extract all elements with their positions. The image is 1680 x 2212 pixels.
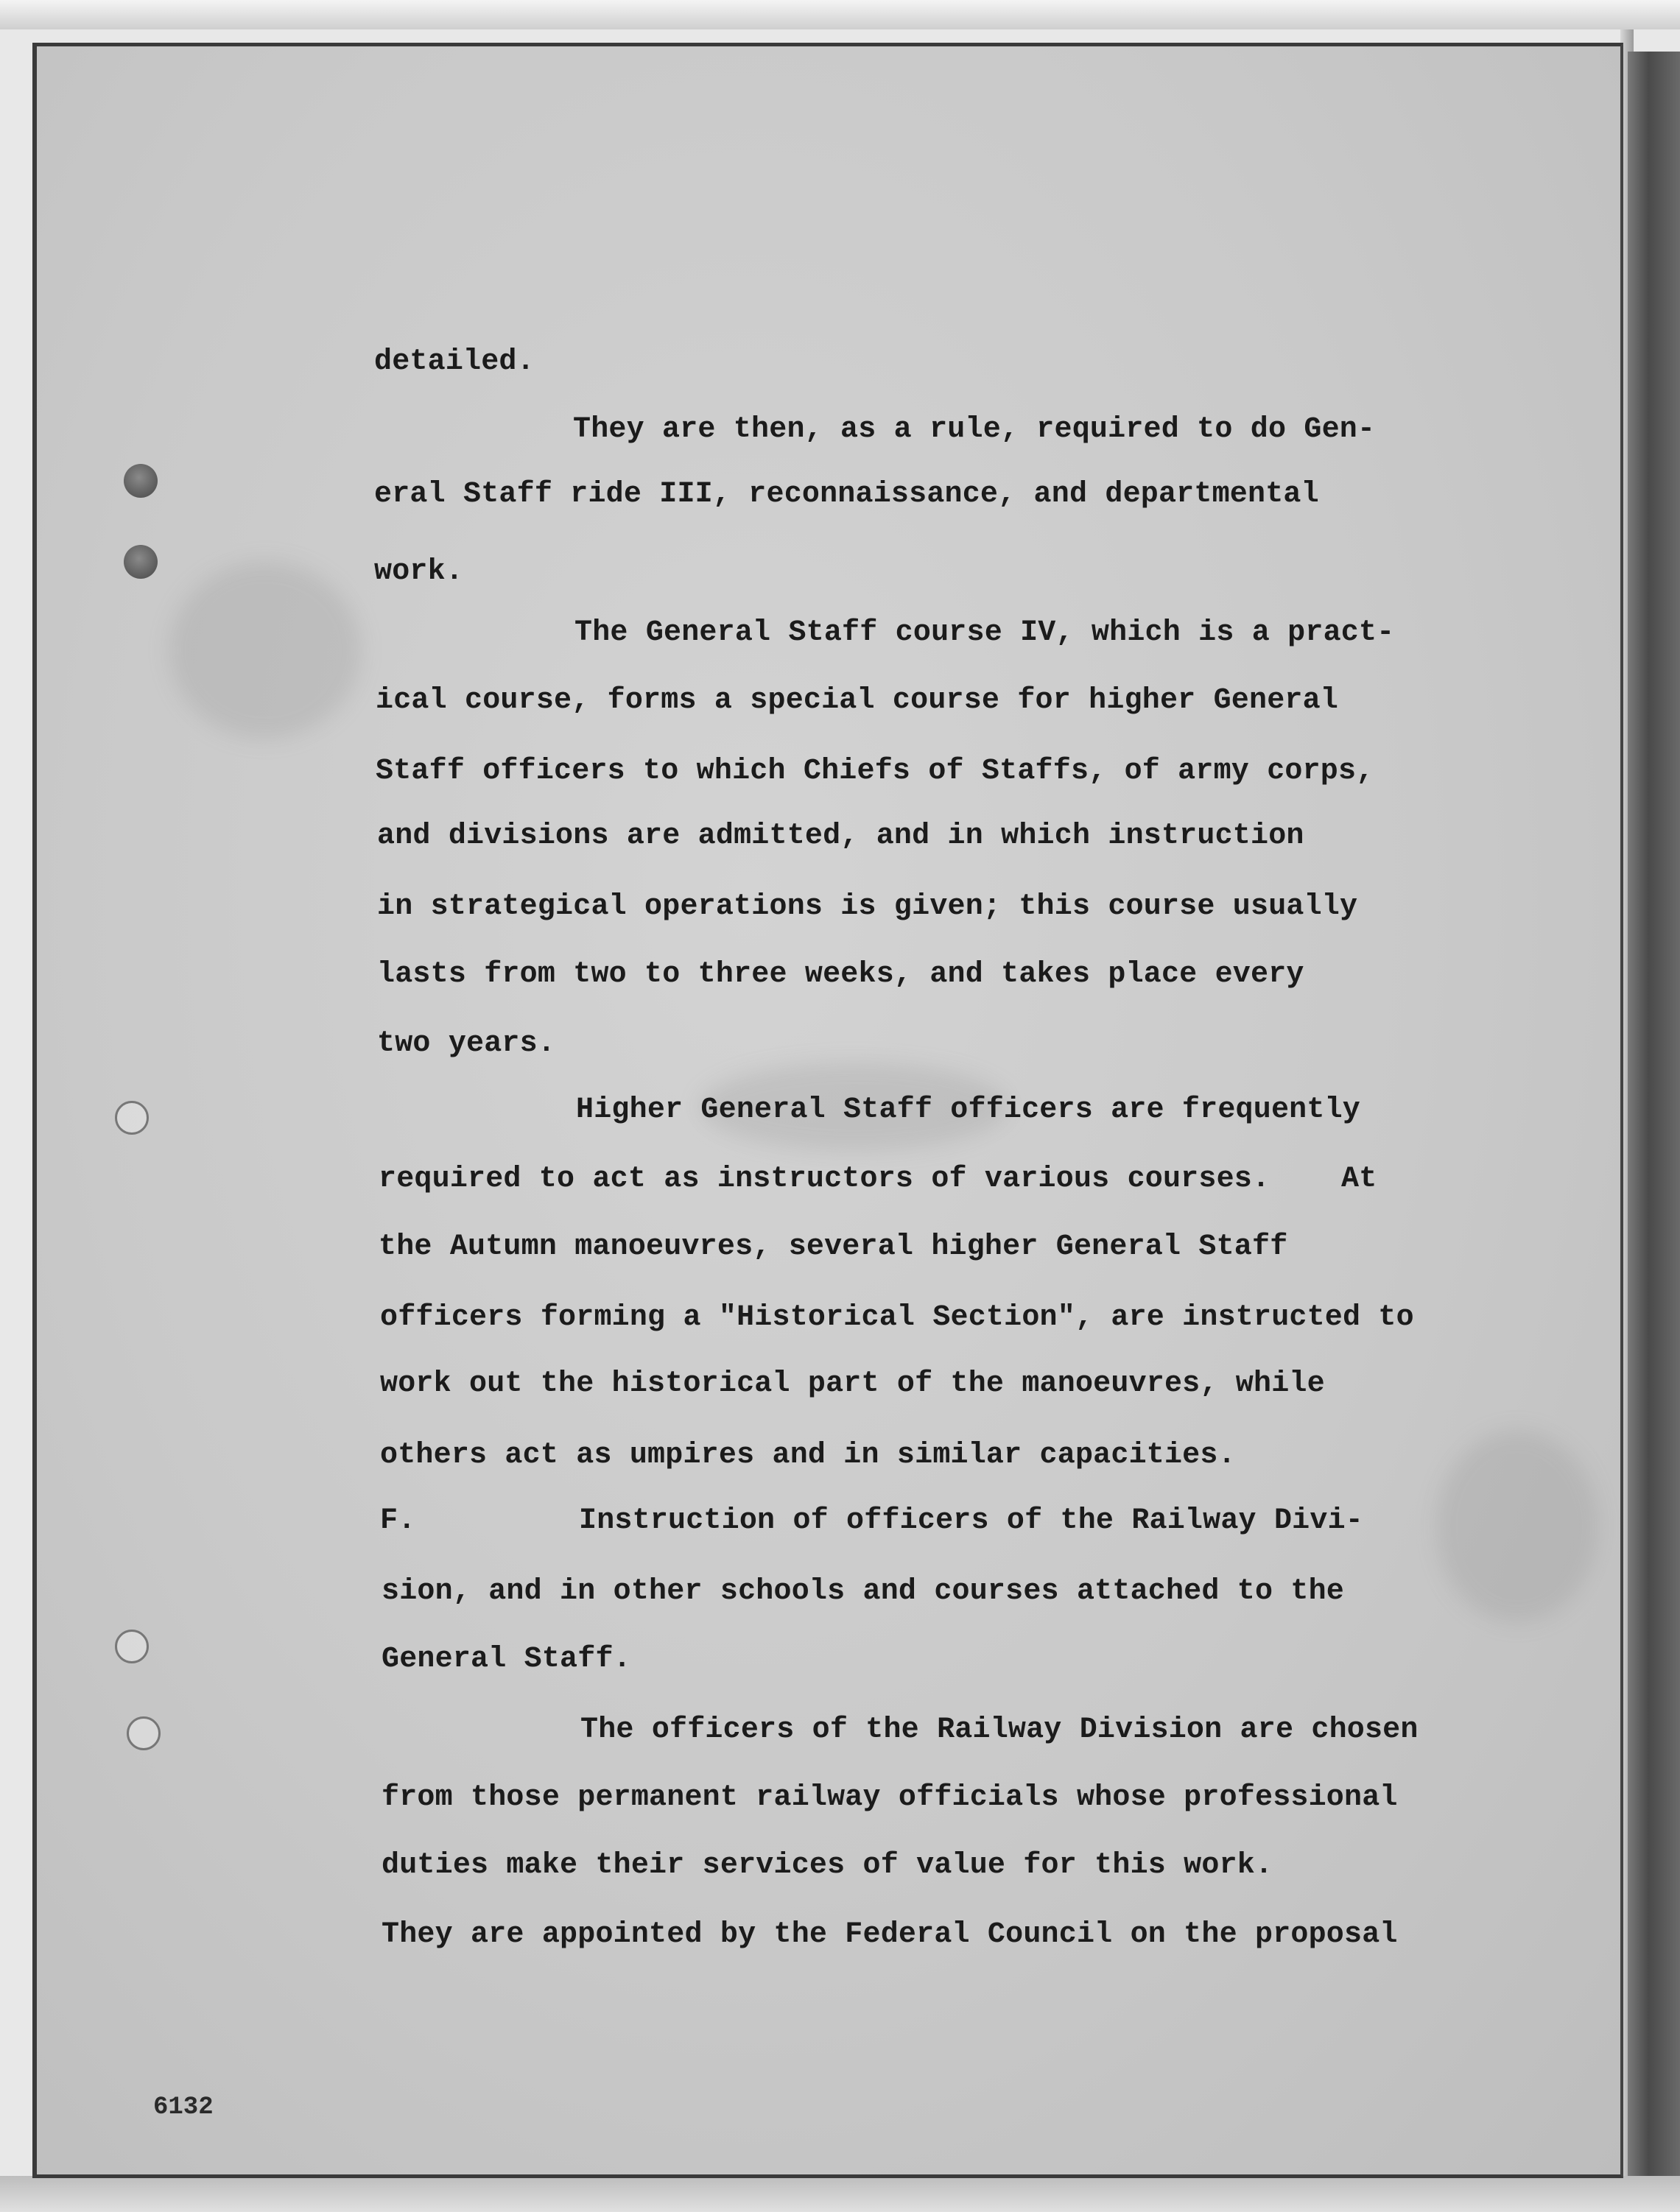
text-line: in strategical operations is given; this course usually: [377, 890, 1358, 923]
section-heading: General Staff.: [382, 1643, 631, 1676]
text-line: Staff officers to which Chiefs of Staffs, of army corps,: [376, 755, 1374, 788]
page-number: 6132: [153, 2093, 214, 2121]
text-line: They are then, as a rule, required to do Gen-: [573, 413, 1376, 446]
scan-bottom-edge: [0, 2176, 1680, 2212]
text-line: lasts from two to three weeks, and takes place every: [377, 958, 1304, 991]
text-line: detailed.: [374, 345, 535, 378]
section-heading: sion, and in other schools and courses attached to the: [382, 1575, 1345, 1608]
scan-top-edge: [0, 0, 1680, 29]
text-line: eral Staff ride III, reconnaissance, and departmental: [374, 478, 1319, 511]
text-line: officers forming a "Historical Section", are instructed to: [380, 1301, 1414, 1334]
text-line: ical course, forms a special course for higher General: [376, 684, 1339, 717]
punch-hole-icon: [115, 1630, 149, 1663]
text-line: Higher General Staff officers are frequently: [576, 1093, 1360, 1127]
punch-hole-icon: [124, 545, 158, 579]
punch-hole-icon: [115, 1101, 149, 1135]
text-line: work.: [374, 555, 464, 588]
section-heading: Instruction of officers of the Railway Divi-: [579, 1504, 1363, 1538]
punch-hole-icon: [124, 464, 158, 498]
text-line: the Autumn manoeuvres, several higher General Staff: [379, 1230, 1288, 1264]
punch-hole-icon: [127, 1716, 161, 1750]
text-line: They are appointed by the Federal Council on the proposal: [382, 1918, 1398, 1951]
text-line: duties make their services of value for this work.: [382, 1849, 1273, 1882]
text-line: The General Staff course IV, which is a pract-: [574, 616, 1395, 649]
text-line: from those permanent railway officials whose professional: [382, 1781, 1398, 1814]
text-line: The officers of the Railway Division are chosen: [580, 1713, 1419, 1747]
text-line: and divisions are admitted, and in which instruction: [377, 820, 1304, 853]
text-line: others act as umpires and in similar capacities.: [380, 1439, 1236, 1472]
text-line: required to act as instructors of various courses. At: [379, 1163, 1377, 1196]
text-line: two years.: [377, 1027, 556, 1060]
stain-mark: [1436, 1431, 1598, 1622]
section-letter: F.: [380, 1504, 416, 1538]
stain-mark: [169, 562, 361, 739]
scan-right-edge: [1628, 52, 1680, 2187]
text-line: work out the historical part of the manoeuvres, while: [380, 1367, 1325, 1401]
